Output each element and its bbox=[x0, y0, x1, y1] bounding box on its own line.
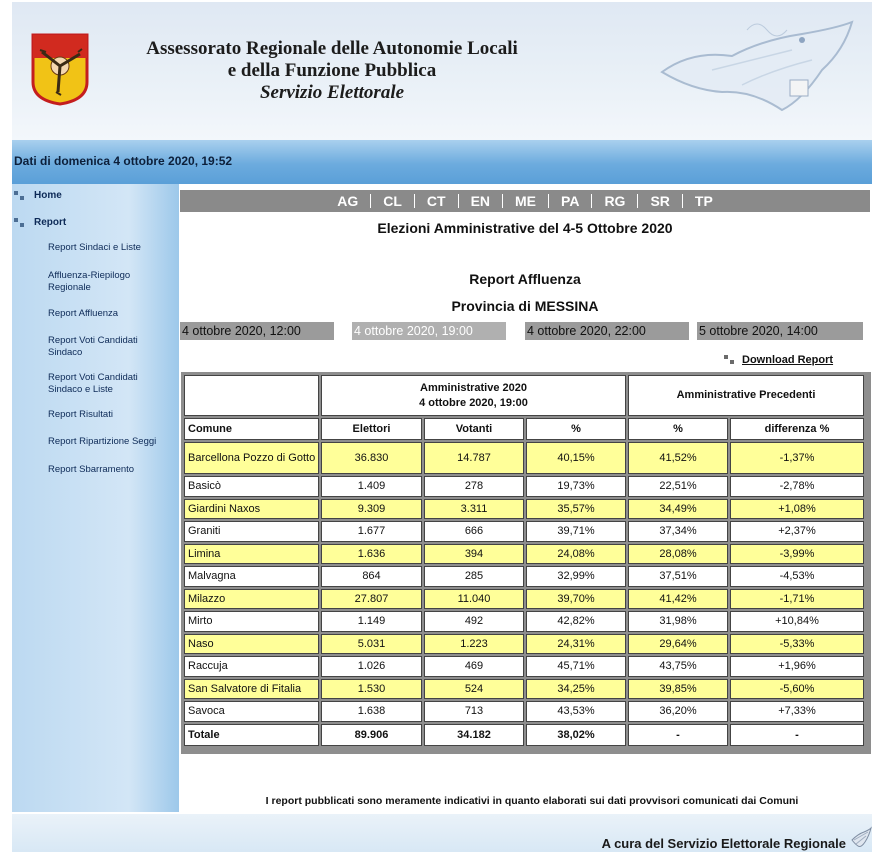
table-row-cell: 35,57% bbox=[526, 499, 626, 520]
table-row-cell: 41,52% bbox=[628, 442, 728, 474]
table-row-cell: 28,08% bbox=[628, 544, 728, 565]
table-row-comune: Graniti bbox=[184, 521, 319, 542]
institution-line-3: Servizio Elettorale bbox=[259, 82, 405, 103]
tab-time-2[interactable]: 4 ottobre 2020, 19:00 bbox=[352, 322, 506, 340]
province-link-pa[interactable]: PA bbox=[561, 193, 580, 209]
table-row-cell: -1,71% bbox=[730, 589, 864, 610]
sidebar-item-label: Report Sbarramento bbox=[48, 464, 135, 475]
province-link-en[interactable]: EN bbox=[470, 193, 491, 209]
table-row-cell: 1.638 bbox=[321, 701, 422, 722]
table-row-cell: 27.807 bbox=[321, 589, 422, 610]
province-link-sr[interactable]: SR bbox=[650, 193, 670, 209]
table-row-cell: 29,64% bbox=[628, 634, 728, 655]
sidebar-item-label: Report Ripartizione Seggi bbox=[48, 436, 157, 447]
table-row-cell: 39,70% bbox=[526, 589, 626, 610]
table-row-cell: 19,73% bbox=[526, 476, 626, 497]
table-row-cell: 1.530 bbox=[321, 679, 422, 700]
institution-title bbox=[102, 38, 562, 104]
column-header: Elettori bbox=[321, 418, 422, 440]
table-row-cell: 39,85% bbox=[628, 679, 728, 700]
table-corner-cell bbox=[184, 375, 319, 416]
province-link-tp[interactable]: TP bbox=[694, 193, 713, 209]
table-row-comune: Mirto bbox=[184, 611, 319, 632]
table-row-cell: +1,96% bbox=[730, 656, 864, 677]
table-row-cell: 37,34% bbox=[628, 521, 728, 542]
trinacria-logo bbox=[30, 32, 90, 106]
table-row-cell: 1.223 bbox=[424, 634, 524, 655]
table-row-cell: 285 bbox=[424, 566, 524, 587]
table-row-cell: 24,08% bbox=[526, 544, 626, 565]
table-total-cell: 34.182 bbox=[424, 724, 524, 746]
province-title: Provincia di MESSINA bbox=[451, 298, 599, 314]
group-header-current-line-2: 4 ottobre 2020, 19:00 bbox=[419, 396, 528, 409]
table-row-cell: 1.677 bbox=[321, 521, 422, 542]
data-timestamp: Dati di domenica 4 ottobre 2020, 19:52 bbox=[14, 154, 233, 168]
sidebar-item-label: Report Voti Candidati Sindaco bbox=[48, 335, 138, 358]
province-link-cl[interactable]: CL bbox=[383, 193, 402, 209]
table-row-cell: 43,75% bbox=[628, 656, 728, 677]
sicily-map-icon bbox=[850, 826, 872, 850]
sidebar-item-label: Report bbox=[34, 217, 67, 228]
column-header: Comune bbox=[184, 418, 319, 440]
sidebar-item-label: Report Sindaci e Liste bbox=[48, 242, 141, 253]
column-header: % bbox=[526, 418, 626, 440]
sidebar-item-label: Affluenza-Riepilogo Regionale bbox=[48, 270, 131, 293]
bullet-icon bbox=[14, 218, 26, 228]
group-header-current bbox=[321, 375, 626, 416]
table-row-cell: 713 bbox=[424, 701, 524, 722]
table-row-cell: 36,20% bbox=[628, 701, 728, 722]
tab-time-3[interactable]: 4 ottobre 2020, 22:00 bbox=[525, 322, 689, 340]
column-header: % bbox=[628, 418, 728, 440]
table-row-cell: 394 bbox=[424, 544, 524, 565]
table-row-cell: +2,37% bbox=[730, 521, 864, 542]
institution-line-2: e della Funzione Pubblica bbox=[227, 60, 437, 81]
table-total-label: Totale bbox=[184, 724, 319, 746]
election-title: Elezioni Amministrative del 4-5 Ottobre 2020 bbox=[377, 220, 673, 236]
table-row-cell: 43,53% bbox=[526, 701, 626, 722]
table-row-cell: 3.311 bbox=[424, 499, 524, 520]
table-row-cell: 37,51% bbox=[628, 566, 728, 587]
province-link-ag[interactable]: AG bbox=[337, 193, 359, 209]
table-row-comune: Malvagna bbox=[184, 566, 319, 587]
table-row-cell: +7,33% bbox=[730, 701, 864, 722]
table-row-cell: +10,84% bbox=[730, 611, 864, 632]
table-row-comune: Naso bbox=[184, 634, 319, 655]
table-row-comune: Barcellona Pozzo di Gotto bbox=[184, 442, 319, 474]
date-bar bbox=[12, 140, 872, 184]
download-report-label: Download Report bbox=[742, 354, 834, 366]
table-row-cell: 469 bbox=[424, 656, 524, 677]
column-header: differenza % bbox=[730, 418, 864, 440]
table-row-comune: Savoca bbox=[184, 701, 319, 722]
table-total-cell: 89.906 bbox=[321, 724, 422, 746]
table-row-cell: 278 bbox=[424, 476, 524, 497]
sidebar-item-label: Report Risultati bbox=[48, 409, 113, 420]
table-row-cell: 24,31% bbox=[526, 634, 626, 655]
table-row-comune: Raccuja bbox=[184, 656, 319, 677]
table-row-cell: 34,25% bbox=[526, 679, 626, 700]
report-title: Report Affluenza bbox=[469, 271, 581, 287]
table-row-comune: Basicò bbox=[184, 476, 319, 497]
page bbox=[12, 2, 872, 852]
table-row-cell: 1.636 bbox=[321, 544, 422, 565]
sicily-map-icon bbox=[652, 10, 862, 120]
table-row-cell: 34,49% bbox=[628, 499, 728, 520]
institution-line-1: Assessorato Regionale delle Autonomie Locali bbox=[146, 38, 518, 59]
table-row-cell: -1,37% bbox=[730, 442, 864, 474]
province-link-rg[interactable]: RG bbox=[604, 193, 626, 209]
table-row-cell: 45,71% bbox=[526, 656, 626, 677]
bullet-icon bbox=[724, 355, 736, 365]
table-row-cell: 11.040 bbox=[424, 589, 524, 610]
download-report-link[interactable] bbox=[742, 354, 833, 366]
sidebar bbox=[12, 184, 179, 812]
table-row-cell: -5,60% bbox=[730, 679, 864, 700]
tab-time-1[interactable]: 4 ottobre 2020, 12:00 bbox=[180, 322, 334, 340]
province-link-ct[interactable]: CT bbox=[426, 193, 446, 209]
sidebar-item-label: Home bbox=[34, 190, 62, 201]
table-row-cell: 666 bbox=[424, 521, 524, 542]
footer bbox=[12, 814, 872, 852]
group-header-current-line-1: Amministrative 2020 bbox=[420, 381, 527, 394]
disclaimer-text: I report pubblicati sono meramente indicativi in quanto elaborati sui dati provvisori comunicati dai Comuni bbox=[265, 795, 799, 807]
table-row-cell: 14.787 bbox=[424, 442, 524, 474]
table-row-cell: -5,33% bbox=[730, 634, 864, 655]
table-row-cell: +1,08% bbox=[730, 499, 864, 520]
group-header-previous: Amministrative Precedenti bbox=[628, 375, 864, 416]
table-row-cell: 22,51% bbox=[628, 476, 728, 497]
province-link-me[interactable]: ME bbox=[515, 193, 537, 209]
table-row-cell: 39,71% bbox=[526, 521, 626, 542]
affluenza-table bbox=[181, 372, 871, 754]
bullet-icon bbox=[14, 191, 26, 201]
table-row-cell: 40,15% bbox=[526, 442, 626, 474]
table-row-cell: -4,53% bbox=[730, 566, 864, 587]
table-row-cell: 1.026 bbox=[321, 656, 422, 677]
table-total-cell: 38,02% bbox=[526, 724, 626, 746]
sidebar-item-label: Report Affluenza bbox=[48, 308, 119, 319]
table-row-cell: 864 bbox=[321, 566, 422, 587]
table-row-comune: San Salvatore di Fitalia bbox=[184, 679, 319, 700]
tab-time-4[interactable]: 5 ottobre 2020, 14:00 bbox=[697, 322, 863, 340]
table-row-cell: 1.149 bbox=[321, 611, 422, 632]
table-row-comune: Milazzo bbox=[184, 589, 319, 610]
time-tabs bbox=[180, 322, 870, 342]
table-row-comune: Giardini Naxos bbox=[184, 499, 319, 520]
footer-credit: A cura del Servizio Elettorale Regionale bbox=[601, 836, 846, 851]
table-row-cell: 32,99% bbox=[526, 566, 626, 587]
table-row-cell: -2,78% bbox=[730, 476, 864, 497]
column-header: Votanti bbox=[424, 418, 524, 440]
table-row-cell: 31,98% bbox=[628, 611, 728, 632]
table-row-cell: 9.309 bbox=[321, 499, 422, 520]
table-row-comune: Limina bbox=[184, 544, 319, 565]
table-row-cell: 5.031 bbox=[321, 634, 422, 655]
table-row-cell: 1.409 bbox=[321, 476, 422, 497]
table-row-cell: 36.830 bbox=[321, 442, 422, 474]
table-total-cell: - bbox=[628, 724, 728, 746]
table-row-cell: 524 bbox=[424, 679, 524, 700]
header-banner bbox=[12, 2, 872, 140]
table-row-cell: 492 bbox=[424, 611, 524, 632]
province-nav-bar bbox=[180, 190, 870, 212]
table-row-cell: 41,42% bbox=[628, 589, 728, 610]
table-total-cell: - bbox=[730, 724, 864, 746]
sidebar-item-label: Report Voti Candidati Sindaco e Liste bbox=[48, 372, 138, 395]
table-row-cell: 42,82% bbox=[526, 611, 626, 632]
table-row-cell: -3,99% bbox=[730, 544, 864, 565]
